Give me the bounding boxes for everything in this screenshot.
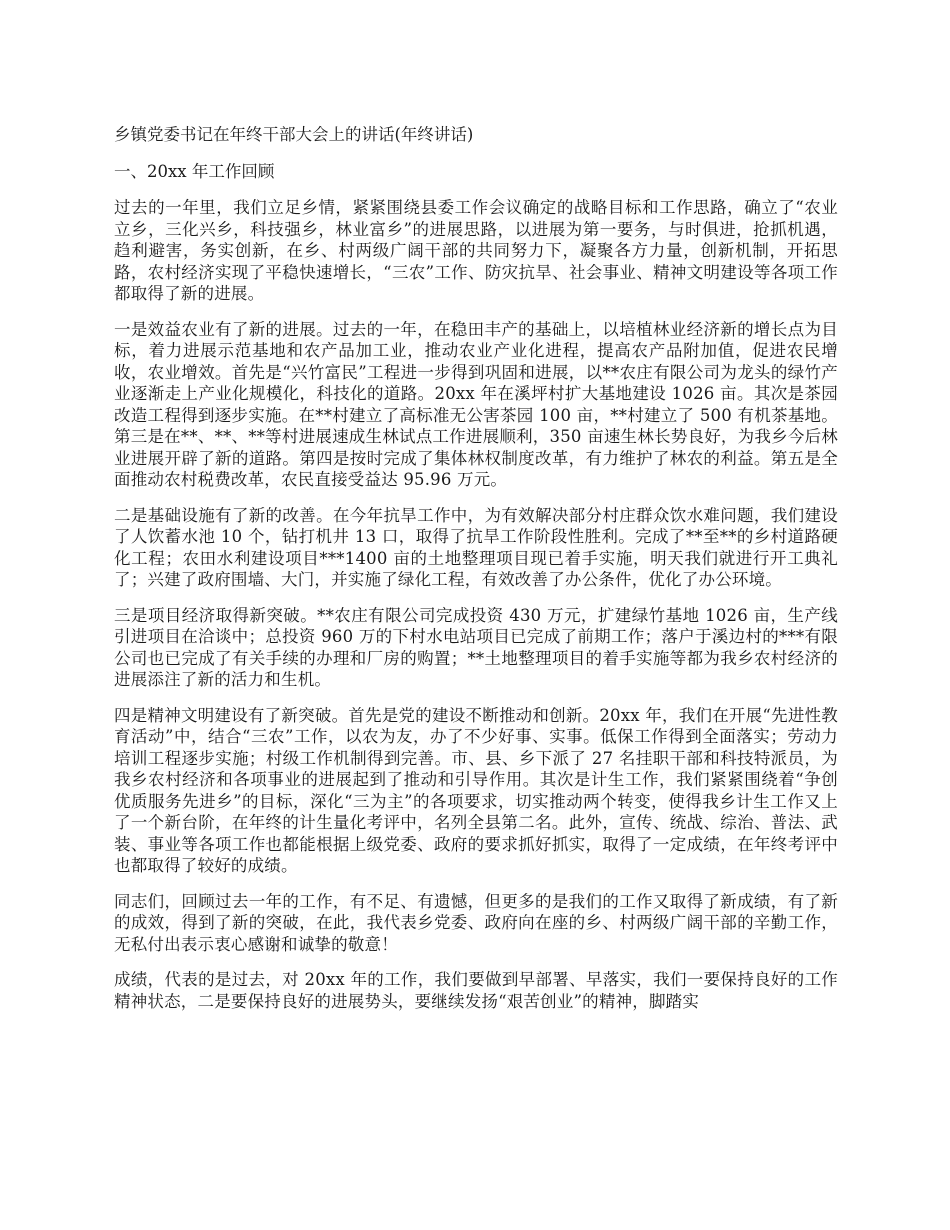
document-title: 乡镇党委书记在年终干部大会上的讲话(年终讲话) bbox=[114, 125, 474, 144]
document-page bbox=[114, 124, 838, 1026]
section-heading: 一、20xx 年工作回顾 bbox=[114, 161, 275, 181]
paragraph-thanks: 同志们，回顾过去一年的工作，有不足、有遗憾，但更多的是我们的工作又取得了新成绩，有了新的成效，得到了新的突破，在此，我代表乡党委、政府向在座的乡、村两级广阔干部的辛勤工作，无私付出表示衷心感谢和诚挚的敬意！ bbox=[114, 891, 838, 954]
paragraph-civilization: 四是精神文明建设有了新突破。首先是党的建设不断推动和创新。20xx 年，我们在开展“先进性教育活动”中，结合“三农”工作，以农为友，办了不少好事、实事。低保工作得到全面落实；劳动力培训工程逐步实施；村级工作机制得到完善。市、县、乡下派了 27 名挂职干部和科技特派员，为我乡农村经济和各项事业的进展起到了推动和引导作用。其次是计生工作，我们紧紧围绕着“争创优质服务先进乡”的目标，深化“三为主”的各项要求，切实推动两个转变，使得我乡计生工作又上了一个新台阶，在年终的计生量化考评中，名列全县第二名。此外，宣传、统战、综治、普法、武装、事业等各项工作也都能根据上级党委、政府的要求抓好抓实，取得了一定成绩，在年终考评中也都取得了较好的成绩。 bbox=[114, 705, 838, 875]
paragraph-agriculture: 一是效益农业有了新的进展。过去的一年，在稳田丰产的基础上，以培植林业经济新的增长点为目标，着力进展示范基地和农产品加工业，推动农业产业化进程，提高农产品附加值，促进农民增收，农业增效。首先是“兴竹富民”工程进一步得到巩固和进展，以**农庄有限公司为龙头的绿竹产业逐渐走上产业化规模化，科技化的道路。20xx 年在溪坪村扩大基地建设 1026 亩。其次是茶园改造工程得到逐步实施。在**村建立了高标准无公害茶园 100 亩，**村建立了 500 有机茶基地。第三是在**、**、**等村进展速成生林试点工作进展顺利，350 亩速生林长势良好，为我乡今后林业进展开辟了新的道路。第四是按时完成了集体林权制度改革，有力维护了林农的利益。第五是全面推动农村税费改革，农民直接受益达 95.96 万元。 bbox=[114, 319, 838, 489]
paragraph-projects: 三是项目经济取得新突破。**农庄有限公司完成投资 430 万元，扩建绿竹基地 1026 亩，生产线引进项目在洽谈中；总投资 960 万的下村水电站项目已完成了前期工作；落户于溪边村的***有限公司也已完成了有关手续的办理和厂房的购置；**土地整理项目的着手实施等都为我乡农村经济的进展添注了新的活力和生机。 bbox=[114, 605, 838, 689]
paragraph-outlook: 成绩，代表的是过去，对 20xx 年的工作，我们要做到早部署、早落实，我们一要保持良好的工作精神状态，二是要保持良好的进展势头，要继续发扬“艰苦创业”的精神，脚踏实 bbox=[114, 970, 838, 1011]
paragraph-overview: 过去的一年里，我们立足乡情，紧紧围绕县委工作会议确定的战略目标和工作思路，确立了“农业立乡，三化兴乡，科技强乡，林业富乡”的进展思路，以进展为第一要务，与时俱进，抢抓机遇，趋利避害，务实创新，在乡、村两级广阔干部的共同努力下，凝聚各方力量，创新机制，开拓思路，农村经济实现了平稳快速增长，“三农”工作、防灾抗旱、社会事业、精神文明建设等各项工作都取得了新的进展。 bbox=[114, 198, 838, 303]
paragraph-infrastructure: 二是基础设施有了新的改善。在今年抗旱工作中，为有效解决部分村庄群众饮水难问题，我们建设了人饮蓄水池 10 个，钻打机井 13 口，取得了抗旱工作阶段性胜利。完成了**至**的乡村道路硬化工程；农田水利建设项目***1400 亩的土地整理项目现已着手实施，明天我们就进行开工典礼了；兴建了政府围墙、大门，并实施了绿化工程，有效改善了办公条件，优化了办公环境。 bbox=[114, 505, 838, 589]
